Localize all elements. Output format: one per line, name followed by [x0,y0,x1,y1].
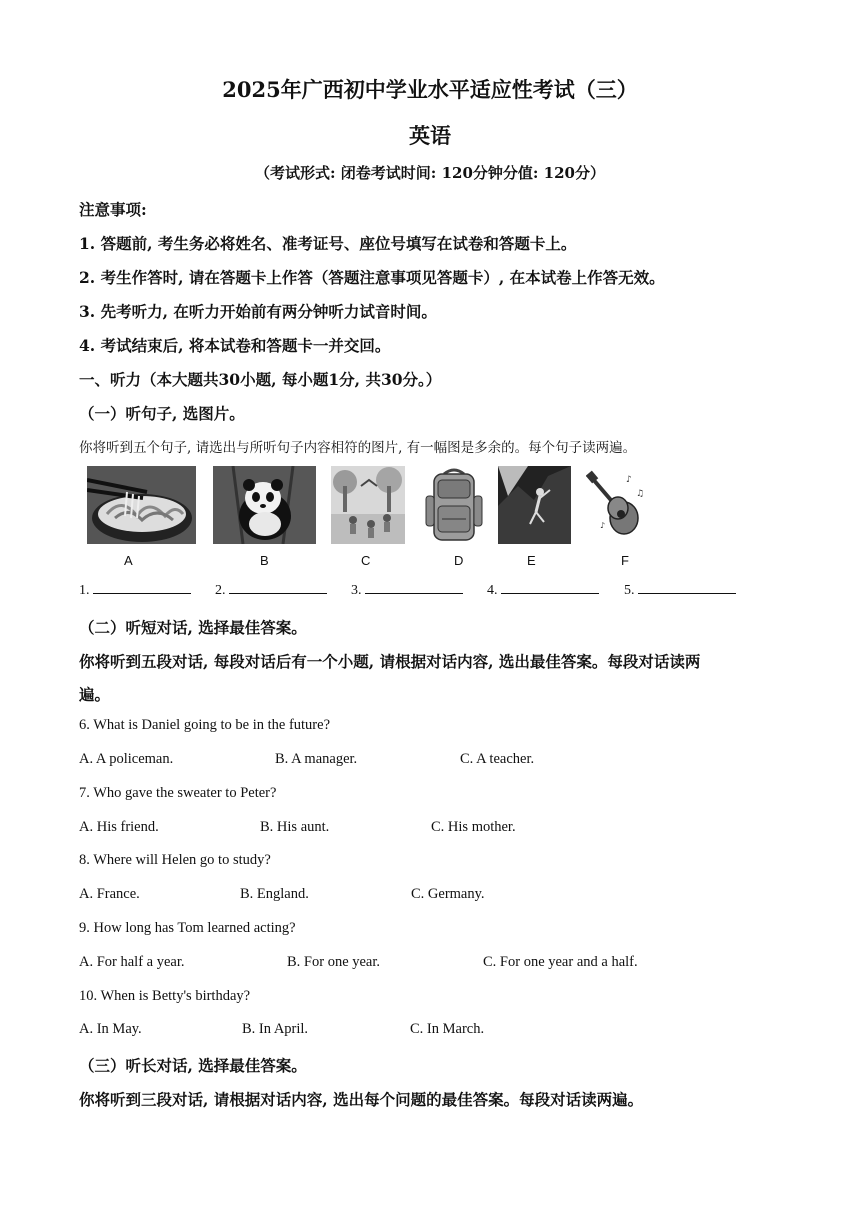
question-text: 7. Who gave the sweater to Peter? [79,785,277,801]
option-a[interactable]: A. A policeman. [79,751,174,767]
picture-label: C [361,553,371,568]
part-heading: （二）听短对话, 选择最佳答案。 [79,618,307,637]
page-title: 2025年广西初中学业水平适应性考试（三） [222,77,638,102]
backpack-icon [424,466,484,544]
guitar-icon [586,466,648,544]
option-b[interactable]: B. For one year. [287,954,381,970]
option-a[interactable]: A. France. [79,886,140,902]
part-instruction: 遍。 [79,685,111,704]
option-a[interactable]: A. His friend. [79,819,159,835]
question-text: 10. When is Betty's birthday? [79,988,251,1004]
answer-blank[interactable] [79,582,191,599]
picture-label: B [260,553,269,568]
picture-label: E [527,553,536,568]
option-b[interactable]: B. In April. [242,1021,309,1037]
note-item: 1. 答题前, 考生务必将姓名、准考证号、座位号填写在试卷和答题卡上。 [79,234,577,253]
part-heading: （一）听句子, 选图片。 [79,404,245,423]
picture-label: F [621,553,629,568]
note-item: 3. 先考听力, 在听力开始前有两分钟听力试音时间。 [79,302,437,321]
part-heading: （三）听长对话, 选择最佳答案。 [79,1056,307,1075]
blank-number: 5. [624,583,635,598]
answer-blank[interactable] [351,582,463,599]
panda-icon [213,466,316,544]
question-text: 6. What is Daniel going to be in the future? [79,717,331,733]
blank-number: 3. [351,583,362,598]
part-instruction: 你将听到三段对话, 请根据对话内容, 选出每个问题的最佳答案。每段对话读两遍。 [79,1090,644,1109]
option-b[interactable]: B. England. [240,886,309,902]
note-item: 4. 考试结束后, 将本试卷和答题卡一并交回。 [79,336,391,355]
question-text: 8. Where will Helen go to study? [79,852,271,868]
exam-info: （考试形式: 闭卷考试时间: 120分钟分值: 120分） [255,164,605,182]
rock-climber-icon [498,466,571,544]
option-b[interactable]: B. A manager. [275,751,358,767]
option-c[interactable]: C. For one year and a half. [483,954,638,970]
svg-text:♫: ♫ [636,489,645,499]
svg-text:♪: ♪ [626,475,632,485]
svg-text:♪: ♪ [600,521,606,530]
option-a[interactable]: A. For half a year. [79,954,185,970]
option-b[interactable]: B. His aunt. [260,819,330,835]
answer-blank[interactable] [215,582,327,599]
section-heading: 一、听力（本大题共30小题, 每小题1分, 共30分。） [79,370,442,389]
part-instruction: 你将听到五个句子, 请选出与所听句子内容相符的图片, 有一幅图是多余的。每个句子读两遍。 [79,440,637,456]
blank-number: 2. [215,583,226,598]
answer-blank[interactable] [624,582,736,599]
answer-blank[interactable] [487,582,599,599]
note-item: 2. 考生作答时, 请在答题卡上作答（答题注意事项见答题卡）, 在本试卷上作答无效。 [79,268,665,287]
option-c[interactable]: C. His mother. [431,819,516,835]
part-instruction: 你将听到五段对话, 每段对话后有一个小题, 请根据对话内容, 选出最佳答案。每段对话读两 [79,652,701,671]
notes-heading: 注意事项: [79,200,147,219]
noodles-bowl-icon [87,466,196,544]
blank-number: 1. [79,583,90,598]
question-text: 9. How long has Tom learned acting? [79,920,296,936]
option-c[interactable]: C. A teacher. [460,751,535,767]
subject-title: 英语 [409,123,451,148]
option-a[interactable]: A. In May. [79,1021,142,1037]
picture-label: D [454,553,464,568]
kids-playing-icon [331,466,405,544]
option-c[interactable]: C. Germany. [411,886,485,902]
option-c[interactable]: C. In March. [410,1021,485,1037]
picture-label: A [124,553,133,568]
blank-number: 4. [487,583,498,598]
